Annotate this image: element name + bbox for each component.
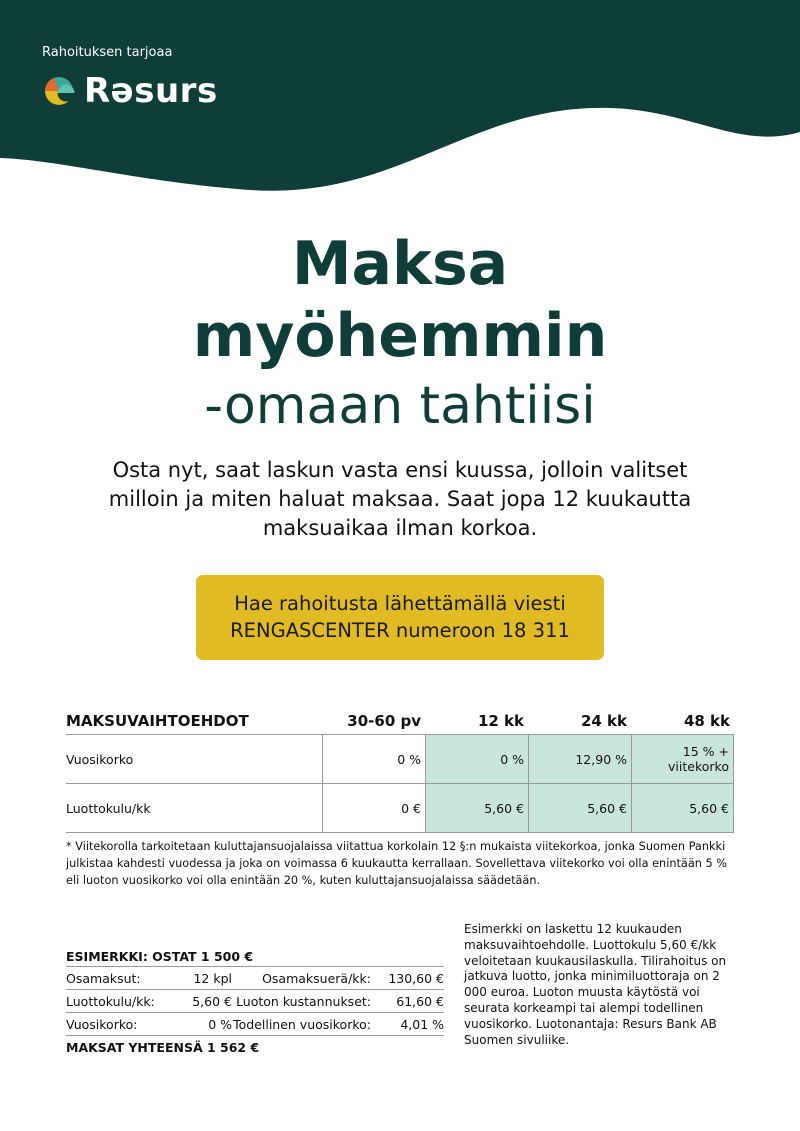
header-30-60-days: 30-60 pv [347, 712, 421, 730]
example-value: 5,60 € [192, 993, 232, 1009]
table-cell: 12,90 % [528, 735, 631, 783]
headline-line-3: -omaan tahtiisi [204, 376, 596, 436]
example-calculation [66, 947, 444, 1060]
cta-line-2: RENGASCENTER numeroon 18 311 [230, 619, 570, 642]
example-value: 4,01 % [400, 1016, 444, 1032]
example-total: MAKSAT YHTEENSÄ 1 562 € [66, 1040, 260, 1055]
row-label: Luottokulu/kk [66, 800, 151, 816]
example-label: Osamaksut: [66, 970, 141, 986]
cta-line-1: Hae rahoitusta lähettämällä viesti [234, 592, 566, 615]
header-24-months: 24 kk [580, 712, 627, 730]
example-value: 61,60 € [396, 993, 444, 1009]
example-value: 12 kpl [193, 970, 232, 986]
row-label: Vuosikorko [66, 751, 134, 767]
table-cell: 0 % [322, 735, 425, 783]
example-value: 0 % [208, 1016, 232, 1032]
header-payment-options: MAKSUVAIHTOEHDOT [66, 712, 249, 730]
resurs-logo-icon [42, 74, 76, 108]
header-12-months: 12 kk [477, 712, 524, 730]
headline-line-2: myöhemmin [192, 301, 608, 371]
header-banner [0, 0, 800, 200]
example-label: Todellinen vuosikorko: [233, 1016, 371, 1032]
example-label: Vuosikorko: [66, 1016, 138, 1032]
apply-cta-box [196, 575, 604, 660]
financing-tagline: Rahoituksen tarjoaa [42, 45, 173, 60]
payment-options-table [66, 708, 734, 833]
annual-interest-row [66, 734, 734, 783]
reference-rate-footnote: * Viitekorolla tarkoitetaan kuluttajansuojalaissa viitattua korkolain 12 §:n mukaista viitekorkoa, jonka Suomen Pankki julkistaa kahdesti vuodessa ja joka on voimassa 6 kuukautta kerrallaan. Sovellettava viitekorko voi olla enintään 5 % eli luoton vuosikorko voi olla enintään 20 %, kuten kuluttajansuojalaissa säädetään. [66, 840, 728, 887]
headline [0, 228, 800, 440]
table-cell: 5,60 € [425, 784, 528, 832]
example-value: 130,60 € [388, 970, 444, 986]
example-row [66, 1013, 444, 1036]
options-header-row [66, 708, 734, 734]
resurs-logo [42, 71, 218, 111]
table-cell: 0 € [322, 784, 425, 832]
headline-line-1: Maksa [291, 229, 509, 299]
table-cell: 15 % + viitekorko [631, 735, 734, 783]
example-row [66, 990, 444, 1013]
table-cell: 5,60 € [528, 784, 631, 832]
example-label: Osamaksuerä/kk: [262, 970, 371, 986]
example-label: Luoton kustannukset: [236, 993, 371, 1009]
header-48-months: 48 kk [683, 712, 730, 730]
logo-wordmark: Rəsurs [84, 71, 218, 111]
example-row [66, 967, 444, 990]
lead-paragraph: Osta nyt, saat laskun vasta ensi kuussa, jolloin valitset milloin ja miten haluat maksaa. Saat jopa 12 kuukautta maksuaikaa ilman korkoa. [108, 458, 692, 540]
example-label: Luottokulu/kk: [66, 993, 155, 1009]
example-title: ESIMERKKI: OSTAT 1 500 € [66, 947, 444, 967]
credit-fee-row [66, 783, 734, 833]
example-side-note: Esimerkki on laskettu 12 kuukauden maksuvaihtoehdolle. Luottokulu 5,60 €/kk veloitetaan kuukausilaskulla. Tilirahoitus on jatkuva luotto, jonka minimiluottoraja on 2 000 euroa. Luoton muusta käytöstä voi seurata korkeampi tai alempi todellinen vuosikorko. Luotonantaja: Resurs Bank AB Suomen sivuliike. [464, 922, 727, 1047]
table-cell: 5,60 € [631, 784, 734, 832]
table-cell: 0 % [425, 735, 528, 783]
